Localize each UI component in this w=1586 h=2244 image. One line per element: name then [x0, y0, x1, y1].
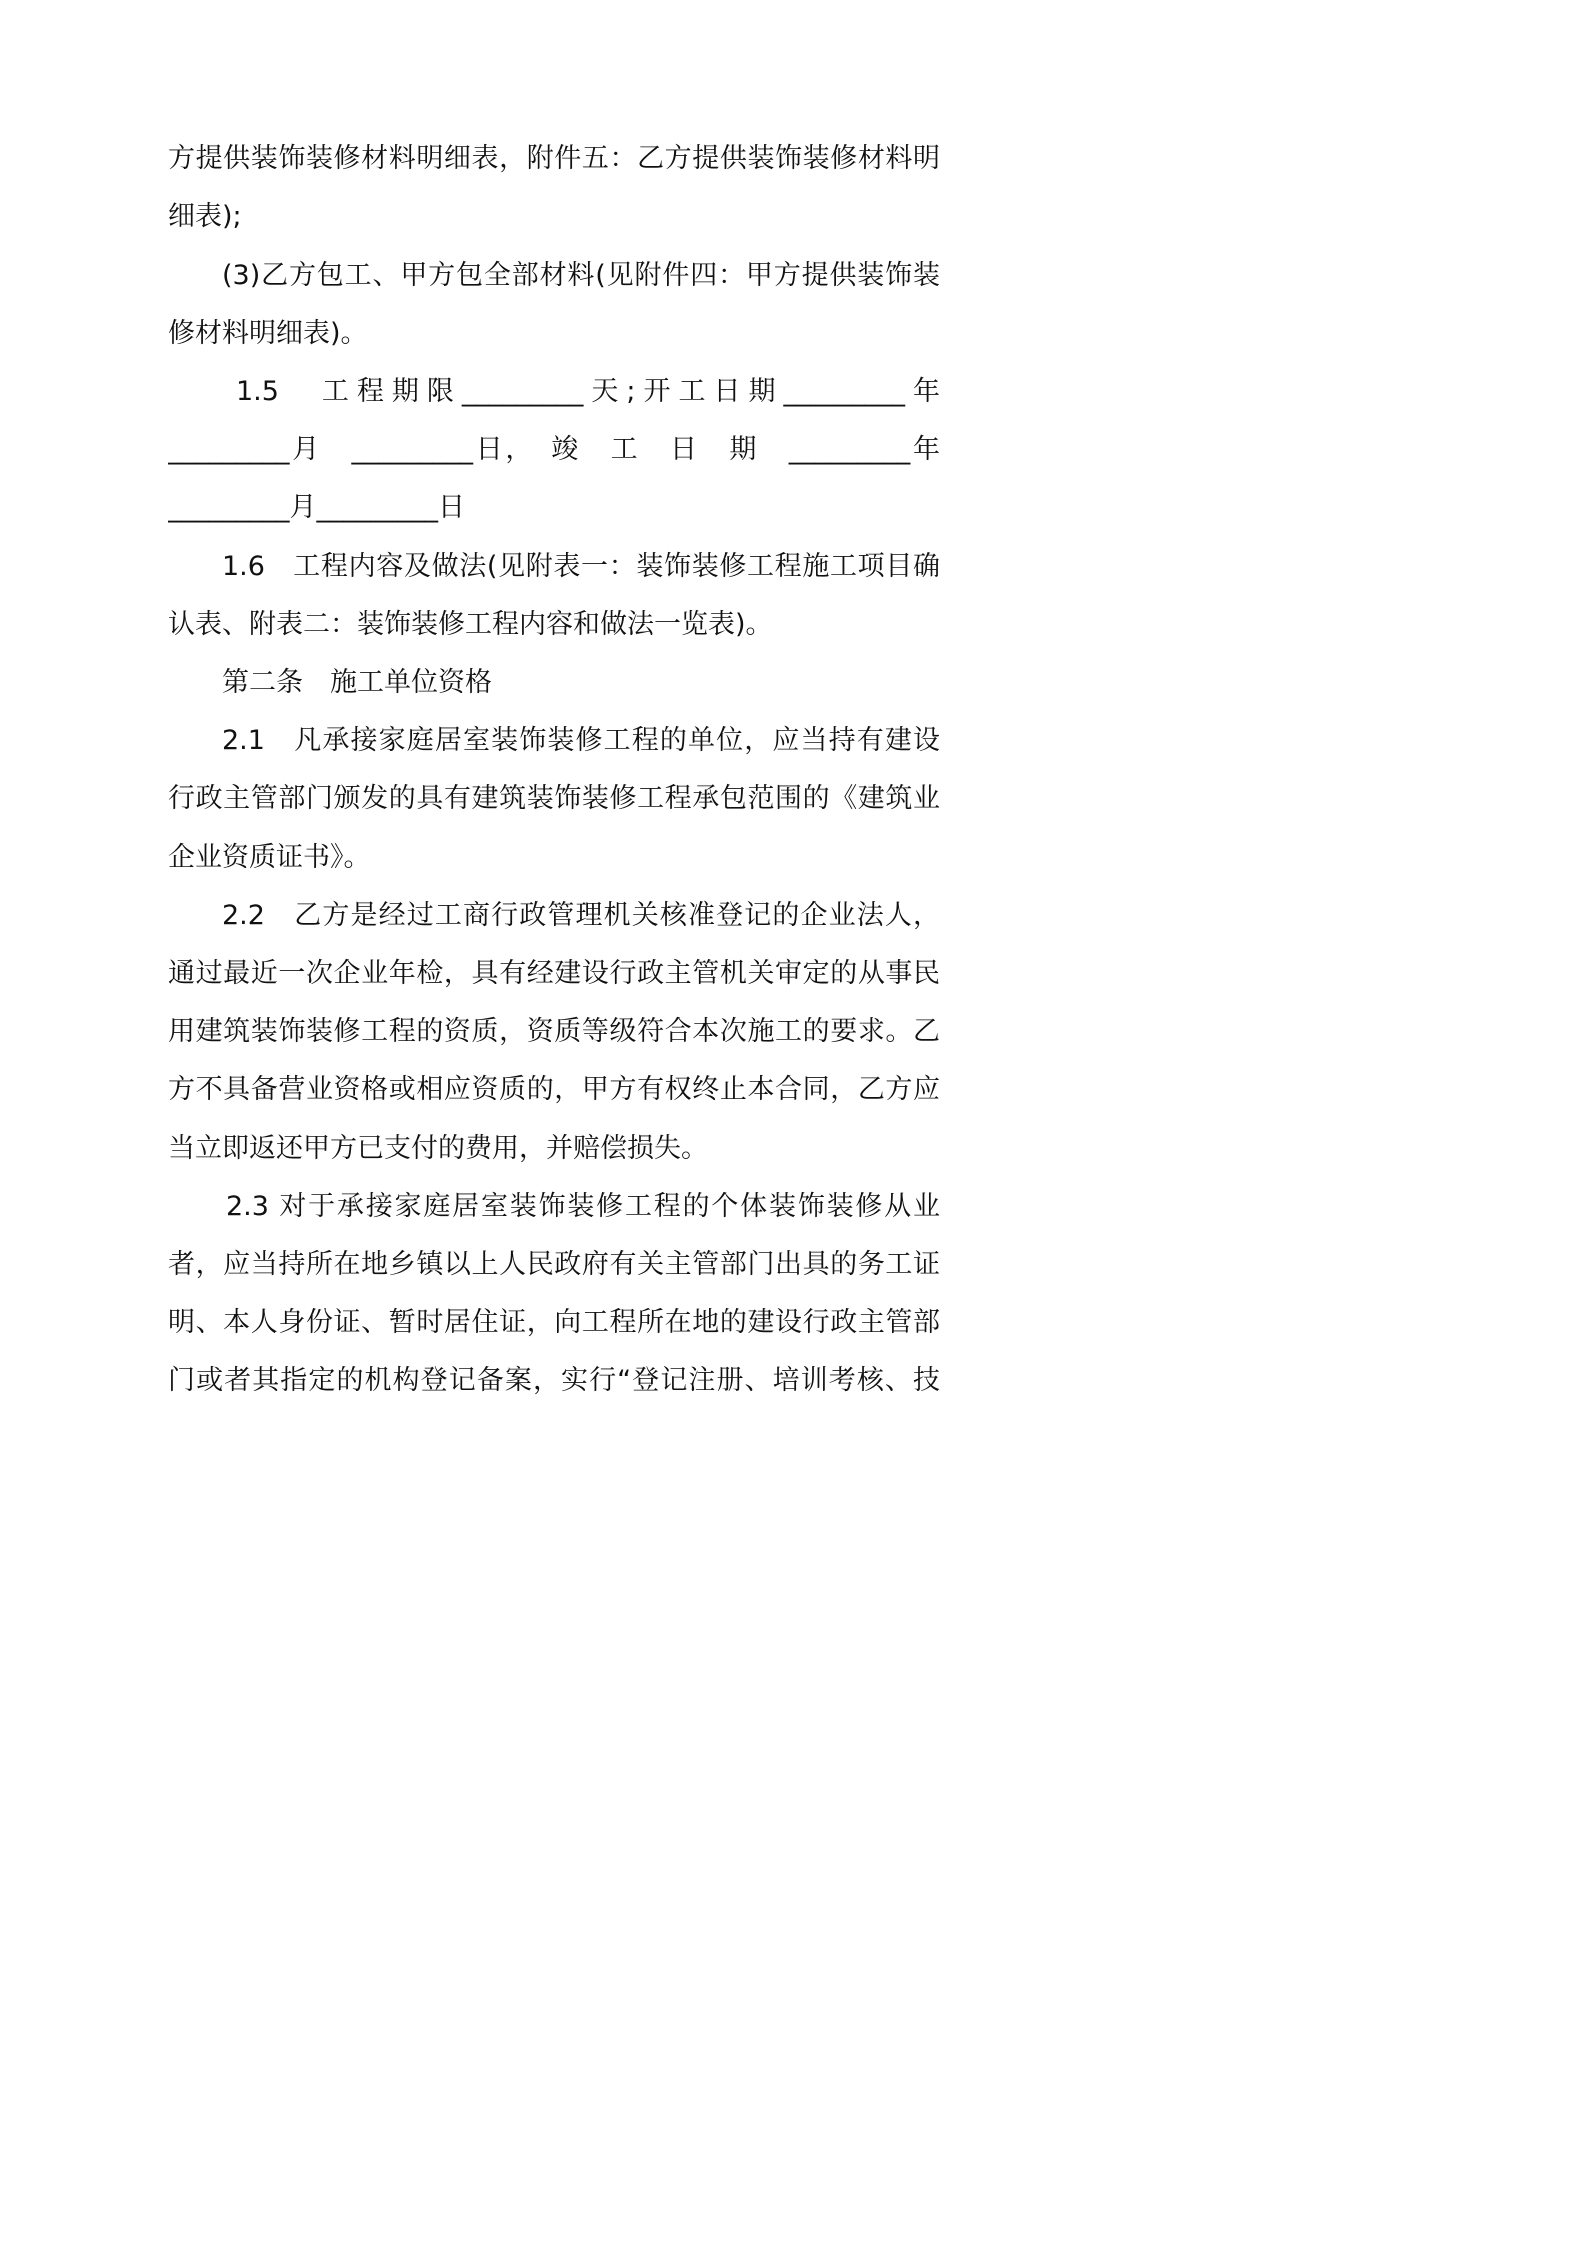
text-line: 1.6 工程内容及做法(见附表一：装饰装修工程施工项目确 — [222, 551, 940, 582]
text-line: 2.3 对于承接家庭居室装饰装修工程的个体装饰装修从业 — [226, 1191, 940, 1222]
text-line: 方提供装饰装修材料明细表，附件五：乙方提供装饰装修材料明 — [168, 143, 940, 174]
text-line: 1.5 工程期限_________天;开工日期_________年 — [236, 376, 940, 407]
text-line: 门或者其指定的机构登记备案，实行“登记注册、培训考核、技 — [168, 1365, 940, 1396]
text-line: (3)乙方包工、甲方包全部材料(见附件四：甲方提供装饰装 — [222, 260, 940, 291]
text-line: 用建筑装饰装修工程的资质，资质等级符合本次施工的要求。乙 — [168, 1016, 940, 1047]
text-line: 细表); — [168, 201, 242, 232]
text-line: _________月 _________日， 竣 工 日 期 _________年 — [168, 434, 940, 465]
text-line: 者，应当持所在地乡镇以上人民政府有关主管部门出具的务工证 — [168, 1249, 940, 1280]
text-line: 当立即返还甲方已支付的费用，并赔偿损失。 — [168, 1133, 708, 1164]
text-line: 修材料明细表)。 — [168, 318, 368, 349]
text-line: 认表、附表二：装饰装修工程内容和做法一览表)。 — [168, 609, 773, 640]
section-heading: 第二条 施工单位资格 — [222, 667, 492, 698]
text-line: 明、本人身份证、暂时居住证，向工程所在地的建设行政主管部 — [168, 1307, 940, 1338]
text-line: 行政主管部门颁发的具有建筑装饰装修工程承包范围的《建筑业 — [168, 783, 940, 814]
text-line: 2.2 乙方是经过工商行政管理机关核准登记的企业法人， — [222, 900, 940, 931]
text-line: 通过最近一次企业年检，具有经建设行政主管机关审定的从事民 — [168, 958, 940, 989]
document-page — [0, 0, 1103, 1559]
text-line: 企业资质证书》。 — [168, 842, 371, 873]
text-line: _________月_________日 — [168, 492, 465, 523]
text-line: 方不具备营业资格或相应资质的，甲方有权终止本合同，乙方应 — [168, 1074, 940, 1105]
text-line: 2.1 凡承接家庭居室装饰装修工程的单位，应当持有建设 — [222, 725, 940, 756]
